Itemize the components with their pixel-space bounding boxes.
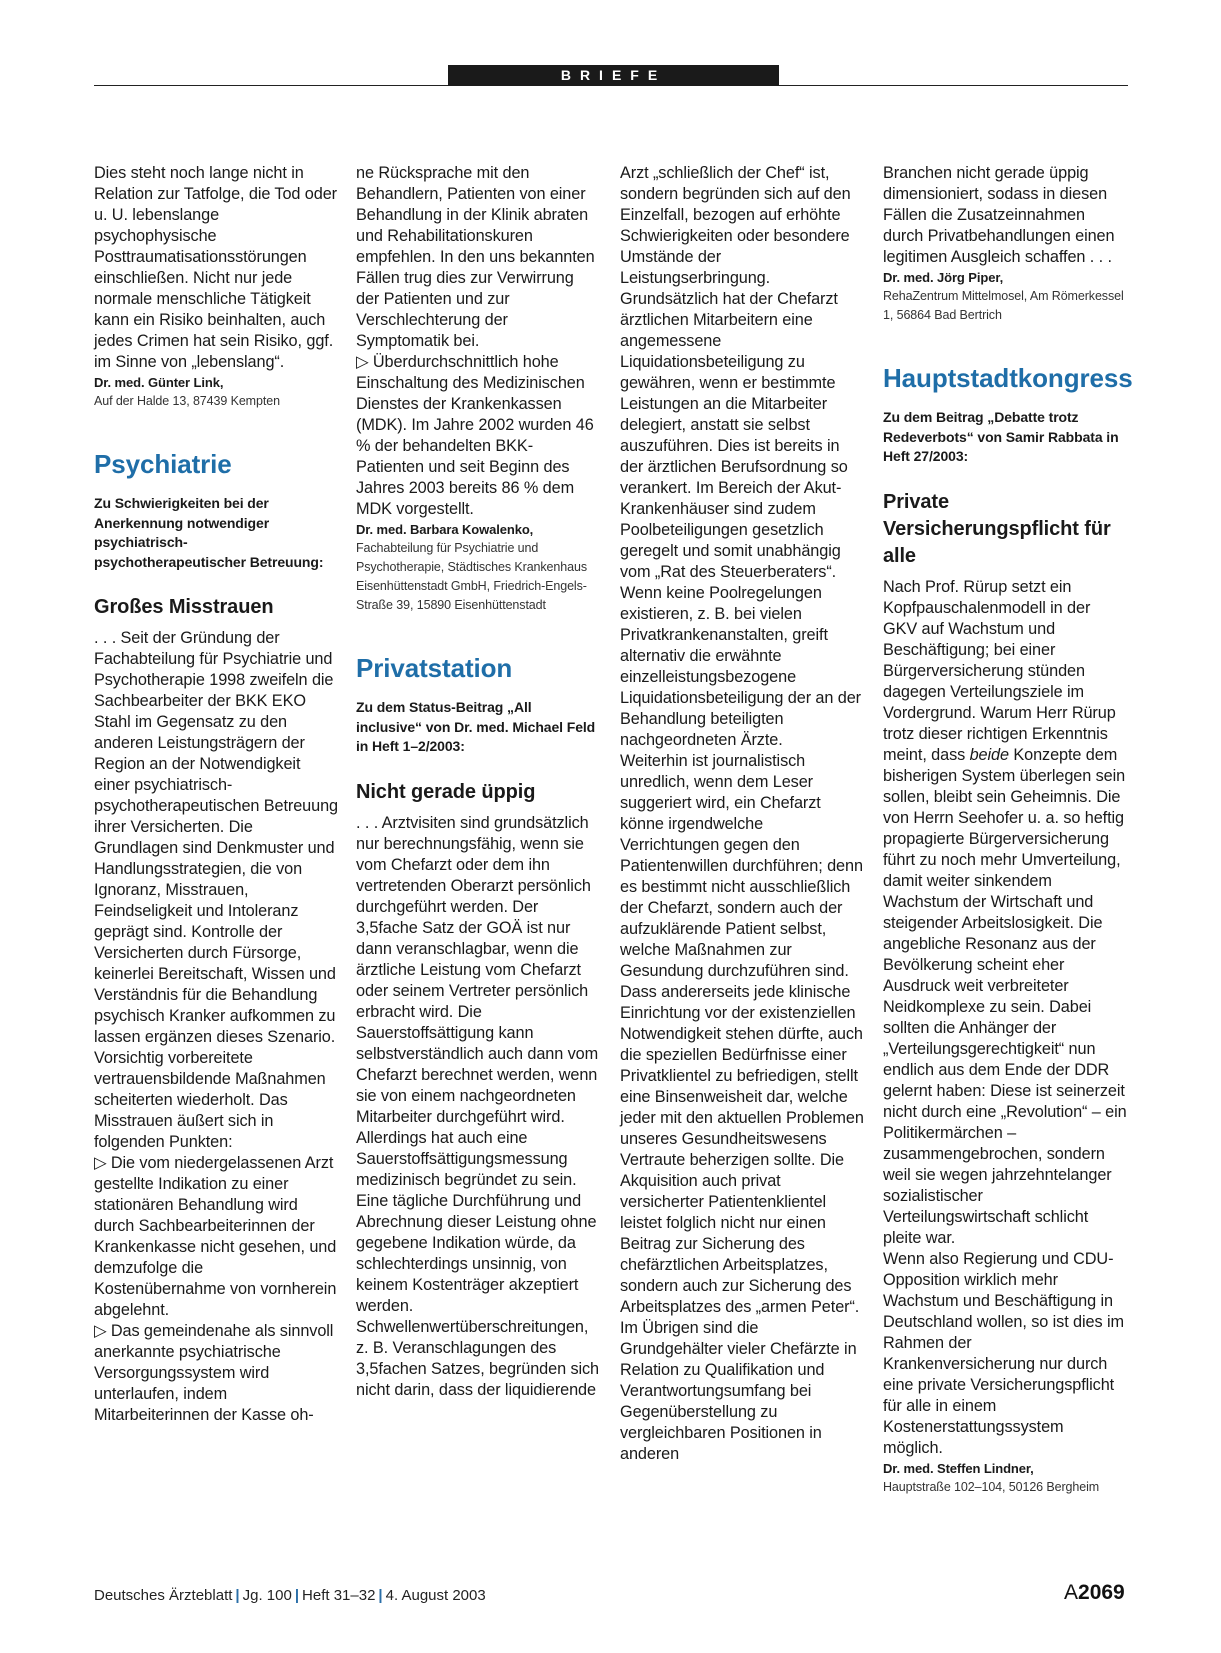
paragraph: Wenn also Regierung und CDU-Opposition wirklich mehr Wachstum und Beschäftigung in Deutschland wollen, so ist dies im Rahmen der Krankenversicherung nur durch eine private Versicherungspflicht für alle in einem Kostenerstattungssystem möglich.	[883, 1249, 1124, 1457]
issue-date: 4. August 2003	[385, 1587, 486, 1604]
author-address: Fachabteilung für Psychiatrie und Psychotherapie, Städtisches Krankenhaus Eisenhüttenstadt GmbH, Friedrich-Engels-Straße 39, 15890 Eisenhüttenstadt	[356, 541, 587, 612]
page-number-value: 2069	[1078, 1581, 1125, 1604]
paragraph-text: Nach Prof. Rürup setzt ein Kopfpauschalenmodell in der GKV auf Wachstum und Beschäftigung; bei einer Bürgerversicherung stünden dagegen Verteilungsziele im Vordergrund. Warum Herr Rürup trotz dieser richtigen Erkenntnis meint, dass	[883, 577, 1116, 764]
article-headline: Großes Misstrauen	[94, 596, 274, 618]
journal-name: Deutsches Ärzteblatt	[94, 1587, 233, 1604]
paragraph: Dass andererseits jede klinische Einrichtung vor der existenziellen Notwendigkeit stehen dürfte, auch die speziellen Bedürfnisse einer Privatklientel zu befriedigen, stellt eine Binsenweisheit dar, welche jeder mit den aktuellen Problemen unseres Gesundheitswesens Vertraute beherzigen sollte. Die Akquisition auch privat versicherter Patientenklientel leistet folglich nicht nur einen Beitrag zur Sicherung des chefärztlichen Arbeitsplatzes, sondern auch zur Sicherung des Arbeitsplatzes des „armen Peter“. Im Übrigen sind die Grundgehälter vieler Chefärzte in Relation zu Qualifikation und Verantwortungsumfang bei Gegenüberstellung zu vergleichbaren Positionen in anderen	[620, 983, 864, 1463]
author-address: RehaZentrum Mittelmosel, Am Römerkessel 1, 56864 Bad Bertrich	[883, 289, 1124, 322]
bullet-item: ▷ Überdurchschnittlich hohe Einschaltung des Medizinischen Dienstes der Krankenkassen (MDK). Im Jahre 2002 wurden 46 % der behandelten BKK-Patienten und seit Beginn des Jahres 2003 bereits 86 % dem MDK vorgestellt.	[356, 353, 594, 518]
emphasis: beide	[969, 745, 1009, 764]
author-name: Dr. med. Barbara Kowalenko,	[356, 522, 534, 537]
bullet-item: ▷ Das gemeindenahe als sinnvoll anerkannte psychiatrische Versorgungssystem wird unterlaufen, indem Mitarbeiterinnen der Kasse oh-	[94, 1322, 334, 1424]
category-heading: Hauptstadtkongress	[883, 363, 1133, 393]
page-prefix: A	[1064, 1581, 1079, 1604]
footer-citation: Deutsches Ärzteblatt | Jg. 100 | Heft 31–32 | 4. August 2003	[94, 1587, 486, 1604]
paragraph: Weiterhin ist journalistisch unredlich, wenn dem Leser suggeriert wird, ein Chefarzt könne irgendwelche Verrichtungen gegen den Patientenwillen durchführen; denn es bestimmt nicht ausschließlich der Chefarzt, sondern auch der aufzuklärende Patient selbst, welche Maßnahmen zur Gesundung durchzuführen sind.	[620, 752, 863, 980]
lead-text: Zu Schwierigkeiten bei der Anerkennung notwendiger psychiatrisch-psychotherapeutischer Betreuung:	[94, 495, 324, 570]
paragraph: ne Rücksprache mit den Behandlern, Patienten von einer Behandlung in der Klinik abraten und Rehabilitationskuren empfehlen. In den uns bekannten Fällen trug dies zur Verwirrung der Patienten und zur Verschlechterung der Symptomatik bei.	[356, 164, 595, 350]
paragraph: . . . Seit der Gründung der Fachabteilung für Psychiatrie und Psychotherapie 1998 zweifeln die Sachbearbeiter der BKK EKO Stahl im Gegensatz zu den anderen Leistungsträgern der Region an der Notwendigkeit einer psychiatrisch-psychotherapeutischen Betreuung ihrer Versicherten. Die Grundlagen sind Denkmuster und Handlungsstrategien, die von Ignoranz, Misstrauen, Feindseligkeit und Intoleranz geprägt sind. Kontrolle der Versicherten durch Fürsorge, keinerlei Bereitschaft, Wissen und Verständnis für die Behandlung psychisch Kranker aufkommen zu lassen ergänzen dieses Szenario. Vorsichtig vorbereitete vertrauensbildende Maßnahmen scheiterten wiederholt. Das Misstrauen äußert sich in folgenden Punkten:	[94, 629, 339, 1151]
author-address: Hauptstraße 102–104, 50126 Bergheim	[883, 1479, 1100, 1494]
column-1	[94, 163, 338, 1426]
author-address: Auf der Halde 13, 87439 Kempten	[94, 394, 280, 408]
category-heading: Privatstation	[356, 653, 513, 683]
category-heading: Psychiatrie	[94, 449, 232, 479]
paragraph: Arzt „schließlich der Chef“ ist, sondern begründen sich auf den Einzelfall, bezogen auf erhöhte Schwierigkeiten oder besondere Umstände der Leistungserbringung. Grundsätzlich hat der Chefarzt ärztlichen Mitarbeitern eine angemessene Liquidationsbeteiligung zu gewähren, wenn er bestimmte Leistungen an die Mitarbeiter delegiert, anstatt sie selbst auszuführen. Dies ist bereits in der ärztlichen Berufsordnung so verankert. Im Bereich der Akut-Krankenhäuser sind zudem Poolbeteiligungen gesetzlich geregelt und somit unabhängig vom „Rat des Steuerberaters“. Wenn keine Poolregelungen existieren, z. B. bei vielen Privatkrankenanstalten, greift alternativ die erwähnte einzelleistungsbezogene Liquidationsbeteiligung der an der Behandlung beteiligten nachgeordneten Ärzte.	[620, 164, 862, 749]
column-4	[883, 163, 1133, 1497]
lead-text: Zu dem Beitrag „Debatte trotz Redeverbots“ von Samir Rabbata in Heft 27/2003:	[883, 409, 1119, 464]
author-name: Dr. med. Günter Link,	[94, 375, 224, 390]
article-headline: Private Versicherungspflicht für alle	[883, 490, 1111, 567]
column-3	[620, 163, 864, 1465]
author-name: Dr. med. Jörg Piper,	[883, 270, 1004, 285]
column-2	[356, 163, 600, 1401]
paragraph: . . . Arztvisiten sind grundsätzlich nur berechnungsfähig, wenn sie vom Chefarzt oder dem ihn vertretenden Oberarzt persönlich durchgeführt werden. Der 3,5fache Satz der GOÄ ist nur dann veranschlagbar, wenn die ärztliche Leistung vom Chefarzt oder seinem Vertreter persönlich erbracht wird. Die Sauerstoffsättigung kann selbstverständlich auch dann vom Chefarzt berechnet werden, wenn sie von einem nachgeordneten Mitarbeiter durchgeführt wird. Allerdings hat auch eine Sauerstoffsättigungsmessung medizinisch begründet zu sein. Eine tägliche Durchführung und Abrechnung dieser Leistung ohne gegebene Indikation würde, da schlechterdings unsinnig, von keinem Kostenträger akzeptiert werden. Schwellenwertüberschreitungen, z. B. Veranschlagungen des 3,5fachen Satzes, begründen sich nicht darin, dass der liquidierende	[356, 813, 599, 1399]
paragraph	[883, 577, 1127, 1249]
paragraph-text: Konzepte dem bisherigen System überlegen sein sollen, bleibt sein Geheimnis. Die von Herrn Seehofer u. a. so heftig propagierte Bürgerversicherung führt zu noch mehr Umverteilung, damit weiter sinkendem Wachstum der Wirtschaft und steigender Arbeitslosigkeit. Die angebliche Resonanz aus der Bevölkerung scheint eher Ausdruck weit verbreiteter Neidkomplexe zu sein. Dabei sollten die Anhänger der „Verteilungsgerechtigkeit“ nun endlich aus dem Ende der DDR gelernt haben: Diese ist seinerzeit nicht durch eine „Revolution“ – ein Politikermärchen – zusammengebrochen, sondern weil sie wegen jahrzehntelanger sozialistischer Verteilungswirtschaft schlicht pleite war.	[883, 745, 1127, 1247]
volume: Jg. 100	[242, 1587, 292, 1604]
author-name: Dr. med. Steffen Lindner,	[883, 1460, 1034, 1476]
article-headline: Nicht gerade üppig	[356, 780, 536, 803]
paragraph: Branchen nicht gerade üppig dimensioniert, sodass in diesen Fällen die Zusatzeinnahmen durch Privatbehandlungen einen legitimen Ausgleich schaffen . . .	[883, 164, 1115, 266]
issue: Heft 31–32	[302, 1587, 376, 1604]
paragraph: Dies steht noch lange nicht in Relation zur Tatfolge, die Tod oder u. U. lebenslange psychophysische Posttraumatisationsstörungen einschließen. Nicht nur jede normale menschliche Tätigkeit kann ein Risiko beinhalten, auch jedes Crimen hat sein Risiko, ggf. im Sinne von „lebenslang“.	[94, 164, 337, 371]
bullet-item: ▷ Die vom niedergelassenen Arzt gestellte Indikation zu einer stationären Behandlung wird durch Sachbearbeiterinnen der Krankenkasse nicht gesehen, und demzufolge die Kostenübernahme von vornherein abgelehnt.	[94, 1154, 337, 1319]
section-tab: BRIEFE	[448, 65, 779, 86]
lead-text: Zu dem Status-Beitrag „All inclusive“ von Dr. med. Michael Feld in Heft 1–2/2003:	[356, 699, 596, 754]
page-number	[1064, 1581, 1125, 1605]
